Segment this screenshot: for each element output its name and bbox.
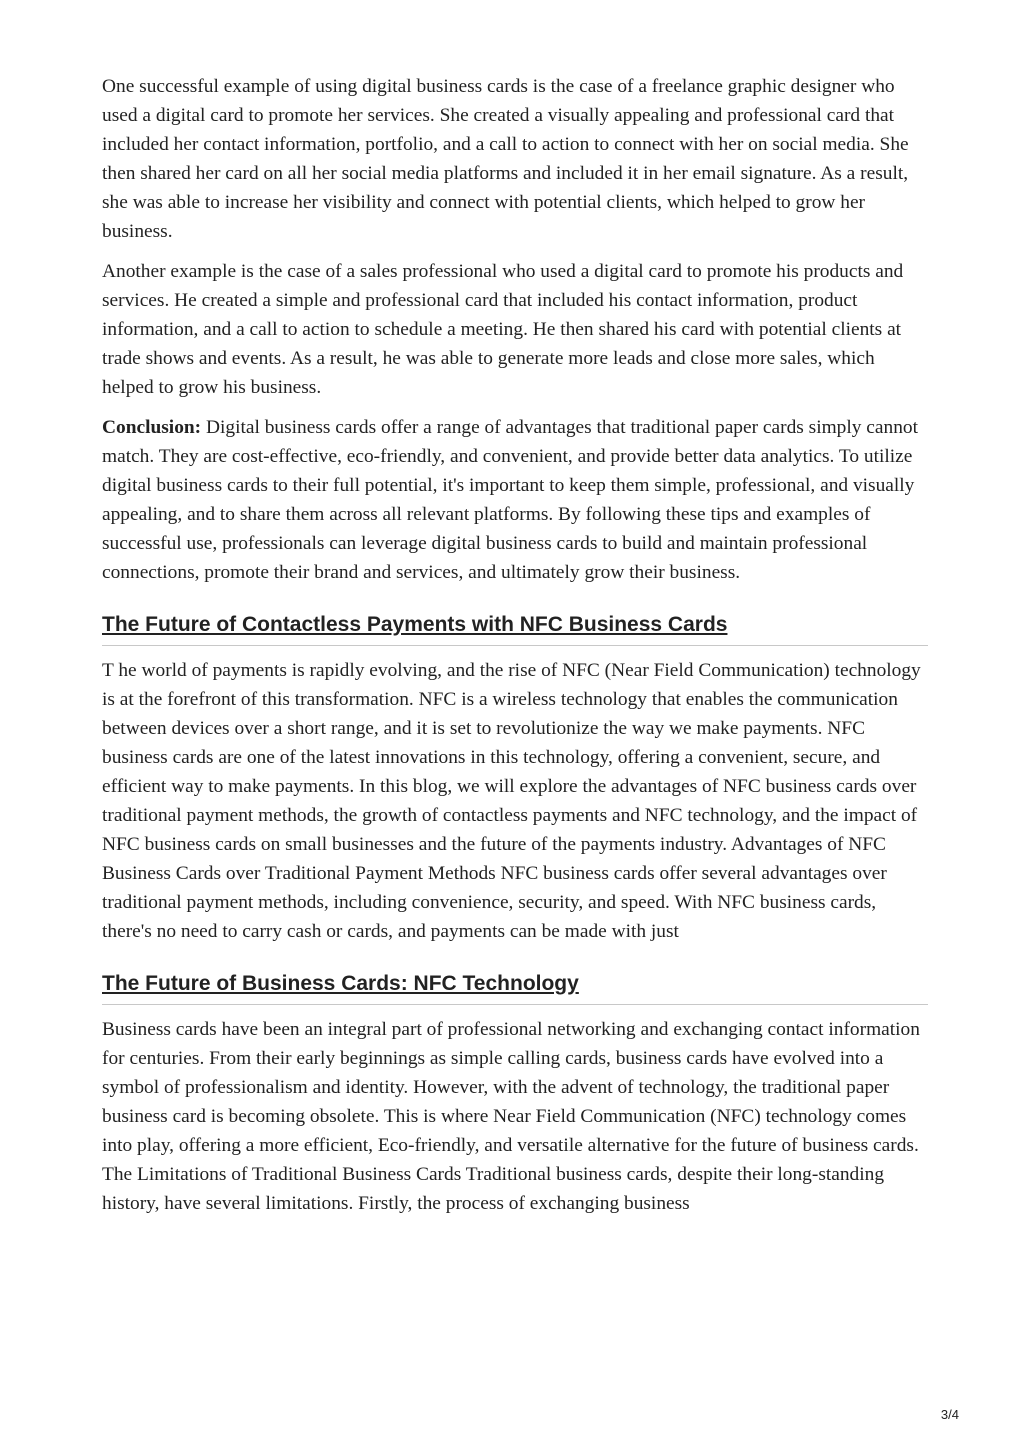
section-body-contactless-payments: T he world of payments is rapidly evolving, and the rise of NFC (Near Field Communication) technology is at the forefront of this transformation. NFC is a wireless technology that enables the communication between devices over a short range, and it is set to revolutionize the way we make payments. NFC business cards are one of the latest innovations in this technology, offering a convenient, secure, and efficient way to make payments. In this blog, we will explore the advantages of NFC business cards over traditional payment methods, the growth of contactless payments and NFC technology, and the impact of NFC business cards on small businesses and the future of the payments industry. Advantages of NFC Business Cards over Traditional Payment Methods NFC business cards offer several advantages over traditional payment methods, including convenience, security, and speed. With NFC business cards, there's no need to carry cash or cards, and payments can be made with just bbox=[102, 660, 921, 942]
paragraph-freelance-example: One successful example of using digital business cards is the case of a freelance graphic designer who used a digital card to promote her services. She created a visually appealing and professional card that included her contact information, portfolio, and a call to action to connect with her on social media. She then shared her card on all her social media platforms and included it in her email signature. As a result, she was able to increase her visibility and connect with potential clients, which helped to grow her business. bbox=[102, 76, 909, 242]
section-body-nfc-technology: Business cards have been an integral part of professional networking and exchanging contact information for centuries. From their early beginnings as simple calling cards, business cards have evolved into a symbol of professionalism and identity. However, with the advent of technology, the traditional paper business card is becoming obsolete. This is where Near Field Communication (NFC) technology comes into play, offering a more efficient, Eco-friendly, and versatile alternative for the future of business cards. The Limitations of Traditional Business Cards Traditional business cards, despite their long-standing history, have several limitations. Firstly, the process of exchanging business bbox=[102, 1019, 920, 1214]
article-content bbox=[102, 72, 928, 1229]
paragraph-sales-example: Another example is the case of a sales professional who used a digital card to promote his products and services. He created a simple and professional card that included his contact information, product information, and a call to action to schedule a meeting. He then shared his card with potential clients at trade shows and events. As a result, he was able to generate more leads and close more sales, which helped to grow his business. bbox=[102, 261, 904, 398]
section-heading-nfc-technology[interactable]: The Future of Business Cards: NFC Technology bbox=[102, 970, 928, 1005]
section-heading-contactless-payments[interactable]: The Future of Contactless Payments with NFC Business Cards bbox=[102, 611, 928, 646]
conclusion-label: Conclusion: bbox=[102, 417, 202, 438]
paragraph-conclusion bbox=[102, 413, 928, 587]
conclusion-text: Digital business cards offer a range of advantages that traditional paper cards simply cannot match. They are cost-effective, eco-friendly, and convenient, and provide better data analytics. To utilize digital business cards to their full potential, it's important to keep them simple, professional, and visually appealing, and to share them across all relevant platforms. By following these tips and examples of successful use, professionals can leverage digital business cards to build and maintain professional connections, promote their brand and services, and ultimately grow their business. bbox=[102, 417, 918, 583]
page-number: 3/4 bbox=[940, 1407, 959, 1422]
